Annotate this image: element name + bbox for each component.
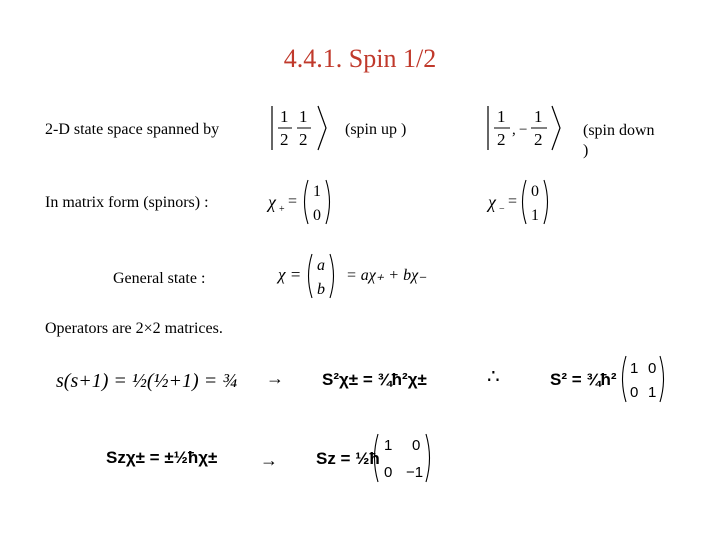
s2-chi-equation: S²χ± = ¾ħ²χ± bbox=[322, 370, 427, 389]
s2-lhs: S² = ¾ħ² bbox=[550, 370, 617, 389]
s2-m11: 1 bbox=[630, 360, 639, 377]
ket-up-den1: 2 bbox=[280, 130, 289, 149]
ket-down-den1: 2 bbox=[497, 130, 506, 149]
ket-up-num1: 1 bbox=[280, 107, 289, 126]
spin-up-label: (spin up ) bbox=[345, 121, 407, 138]
chi-plus-symbol: χ bbox=[268, 192, 276, 212]
sz-m21: 0 bbox=[384, 464, 393, 481]
chi-plus-sub: + bbox=[279, 204, 285, 215]
chi-plus-bottom: 0 bbox=[313, 207, 321, 224]
ket-spin-down bbox=[484, 100, 564, 156]
matrix-form-label: In matrix form (spinors) : bbox=[45, 194, 209, 211]
state-space-label: 2-D state space spanned by bbox=[45, 121, 220, 138]
s2-matrix bbox=[548, 352, 670, 406]
ket-down-minus: − bbox=[519, 122, 528, 138]
s2-m12: 0 bbox=[648, 360, 657, 377]
chi-minus-spinor bbox=[486, 174, 562, 230]
sz-chi-equation: Szχ± = ±½ħχ± bbox=[106, 448, 218, 467]
ket-up-den2: 2 bbox=[299, 130, 308, 149]
ket-down-num2: 1 bbox=[534, 107, 543, 126]
general-state-equation bbox=[276, 248, 446, 304]
arrow-1: → bbox=[266, 368, 284, 388]
chi-minus-top: 0 bbox=[531, 183, 539, 200]
ket-down-den2: 2 bbox=[534, 130, 543, 149]
s2-m22: 1 bbox=[648, 384, 657, 401]
ket-down-comma: , bbox=[512, 122, 516, 138]
ket-spin-up bbox=[268, 100, 328, 156]
sz-lhs: Sz = ½ħ bbox=[316, 449, 380, 468]
chi-plus-top: 1 bbox=[313, 183, 321, 200]
arrow-2: → bbox=[260, 450, 278, 470]
ket-up-num2: 1 bbox=[299, 107, 308, 126]
chi-minus-sub: − bbox=[499, 204, 505, 215]
chi-minus-bottom: 1 bbox=[531, 207, 539, 224]
page-title: 4.4.1. Spin 1/2 bbox=[283, 44, 437, 73]
s2-m21: 0 bbox=[630, 384, 639, 401]
sz-m22: −1 bbox=[406, 464, 424, 481]
general-state-label: General state : bbox=[113, 270, 206, 287]
therefore-symbol: ∴ bbox=[487, 366, 500, 388]
operators-label: Operators are 2×2 matrices. bbox=[45, 320, 223, 337]
general-b: b bbox=[317, 281, 325, 298]
s-eigenvalue: s(s+1) = ½(½+1) = ¾ bbox=[56, 370, 238, 392]
spin-down-label bbox=[583, 121, 655, 161]
general-rhs: = aχ₊ + bχ₋ bbox=[346, 267, 427, 284]
chi-minus-equals: = bbox=[508, 193, 518, 210]
spin-down-close: ) bbox=[583, 142, 589, 159]
sz-matrix bbox=[314, 430, 438, 486]
chi-plus-spinor bbox=[266, 174, 342, 230]
sz-m12: 0 bbox=[412, 437, 421, 454]
chi-minus-symbol: χ bbox=[488, 192, 496, 212]
spin-down-text: (spin down bbox=[583, 122, 655, 139]
general-lhs: χ = bbox=[278, 265, 302, 284]
chi-plus-equals: = bbox=[288, 193, 298, 210]
sz-m11: 1 bbox=[384, 437, 393, 454]
ket-down-num1: 1 bbox=[497, 107, 506, 126]
general-a: a bbox=[317, 257, 325, 274]
